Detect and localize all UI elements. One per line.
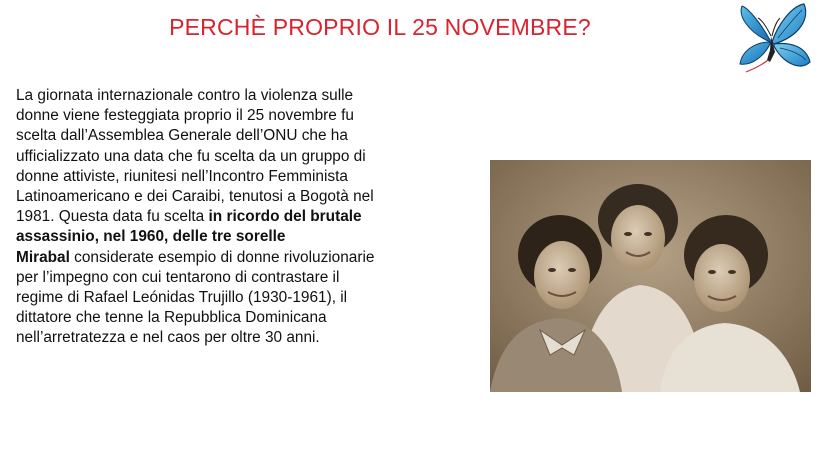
body-line: nell’arretratezza e nel caos per oltre 30 anni. bbox=[16, 329, 320, 347]
body-line: ufficializzato una data che fu scelta da un gruppo di bbox=[16, 147, 366, 165]
body-line bbox=[16, 248, 468, 268]
butterfly-icon bbox=[730, 2, 814, 80]
body-line: dittatore che tenne la Repubblica Dominicana bbox=[16, 309, 327, 327]
body-line: La giornata internazionale contro la violenza sulle bbox=[16, 87, 354, 104]
body-text-bold: in ricordo del brutale bbox=[208, 208, 362, 226]
body-line-bold: assassinio, nel 1960, delle tre sorelle bbox=[16, 228, 286, 246]
body-line: donne attiviste, riunitesi nell’Incontro Femminista bbox=[16, 167, 348, 185]
body-line bbox=[16, 207, 468, 227]
mirabal-sisters-photo bbox=[490, 160, 811, 392]
body-text-normal: 1981. Questa data fu scelta bbox=[16, 208, 209, 226]
body-text-bold: Mirabal bbox=[16, 248, 70, 266]
body-line: regime di Rafael Leónidas Trujillo (1930-1961), il bbox=[16, 289, 348, 307]
body-line: donne viene festeggiata proprio il 25 novembre fu bbox=[16, 107, 354, 125]
body-line: Latinoamericano e dei Caraibi, tenutosi a Bogotà nel bbox=[16, 188, 374, 206]
body-paragraph bbox=[16, 86, 468, 349]
body-text-normal: considerate esempio di donne rivoluzionarie bbox=[69, 248, 375, 266]
slide-title: PERCHÈ PROPRIO IL 25 NOVEMBRE? bbox=[169, 14, 591, 40]
body-line: per l’impegno con cui tentarono di contrastare il bbox=[16, 268, 340, 286]
body-line: scelta dall’Assemblea Generale dell’ONU che ha bbox=[16, 127, 348, 145]
